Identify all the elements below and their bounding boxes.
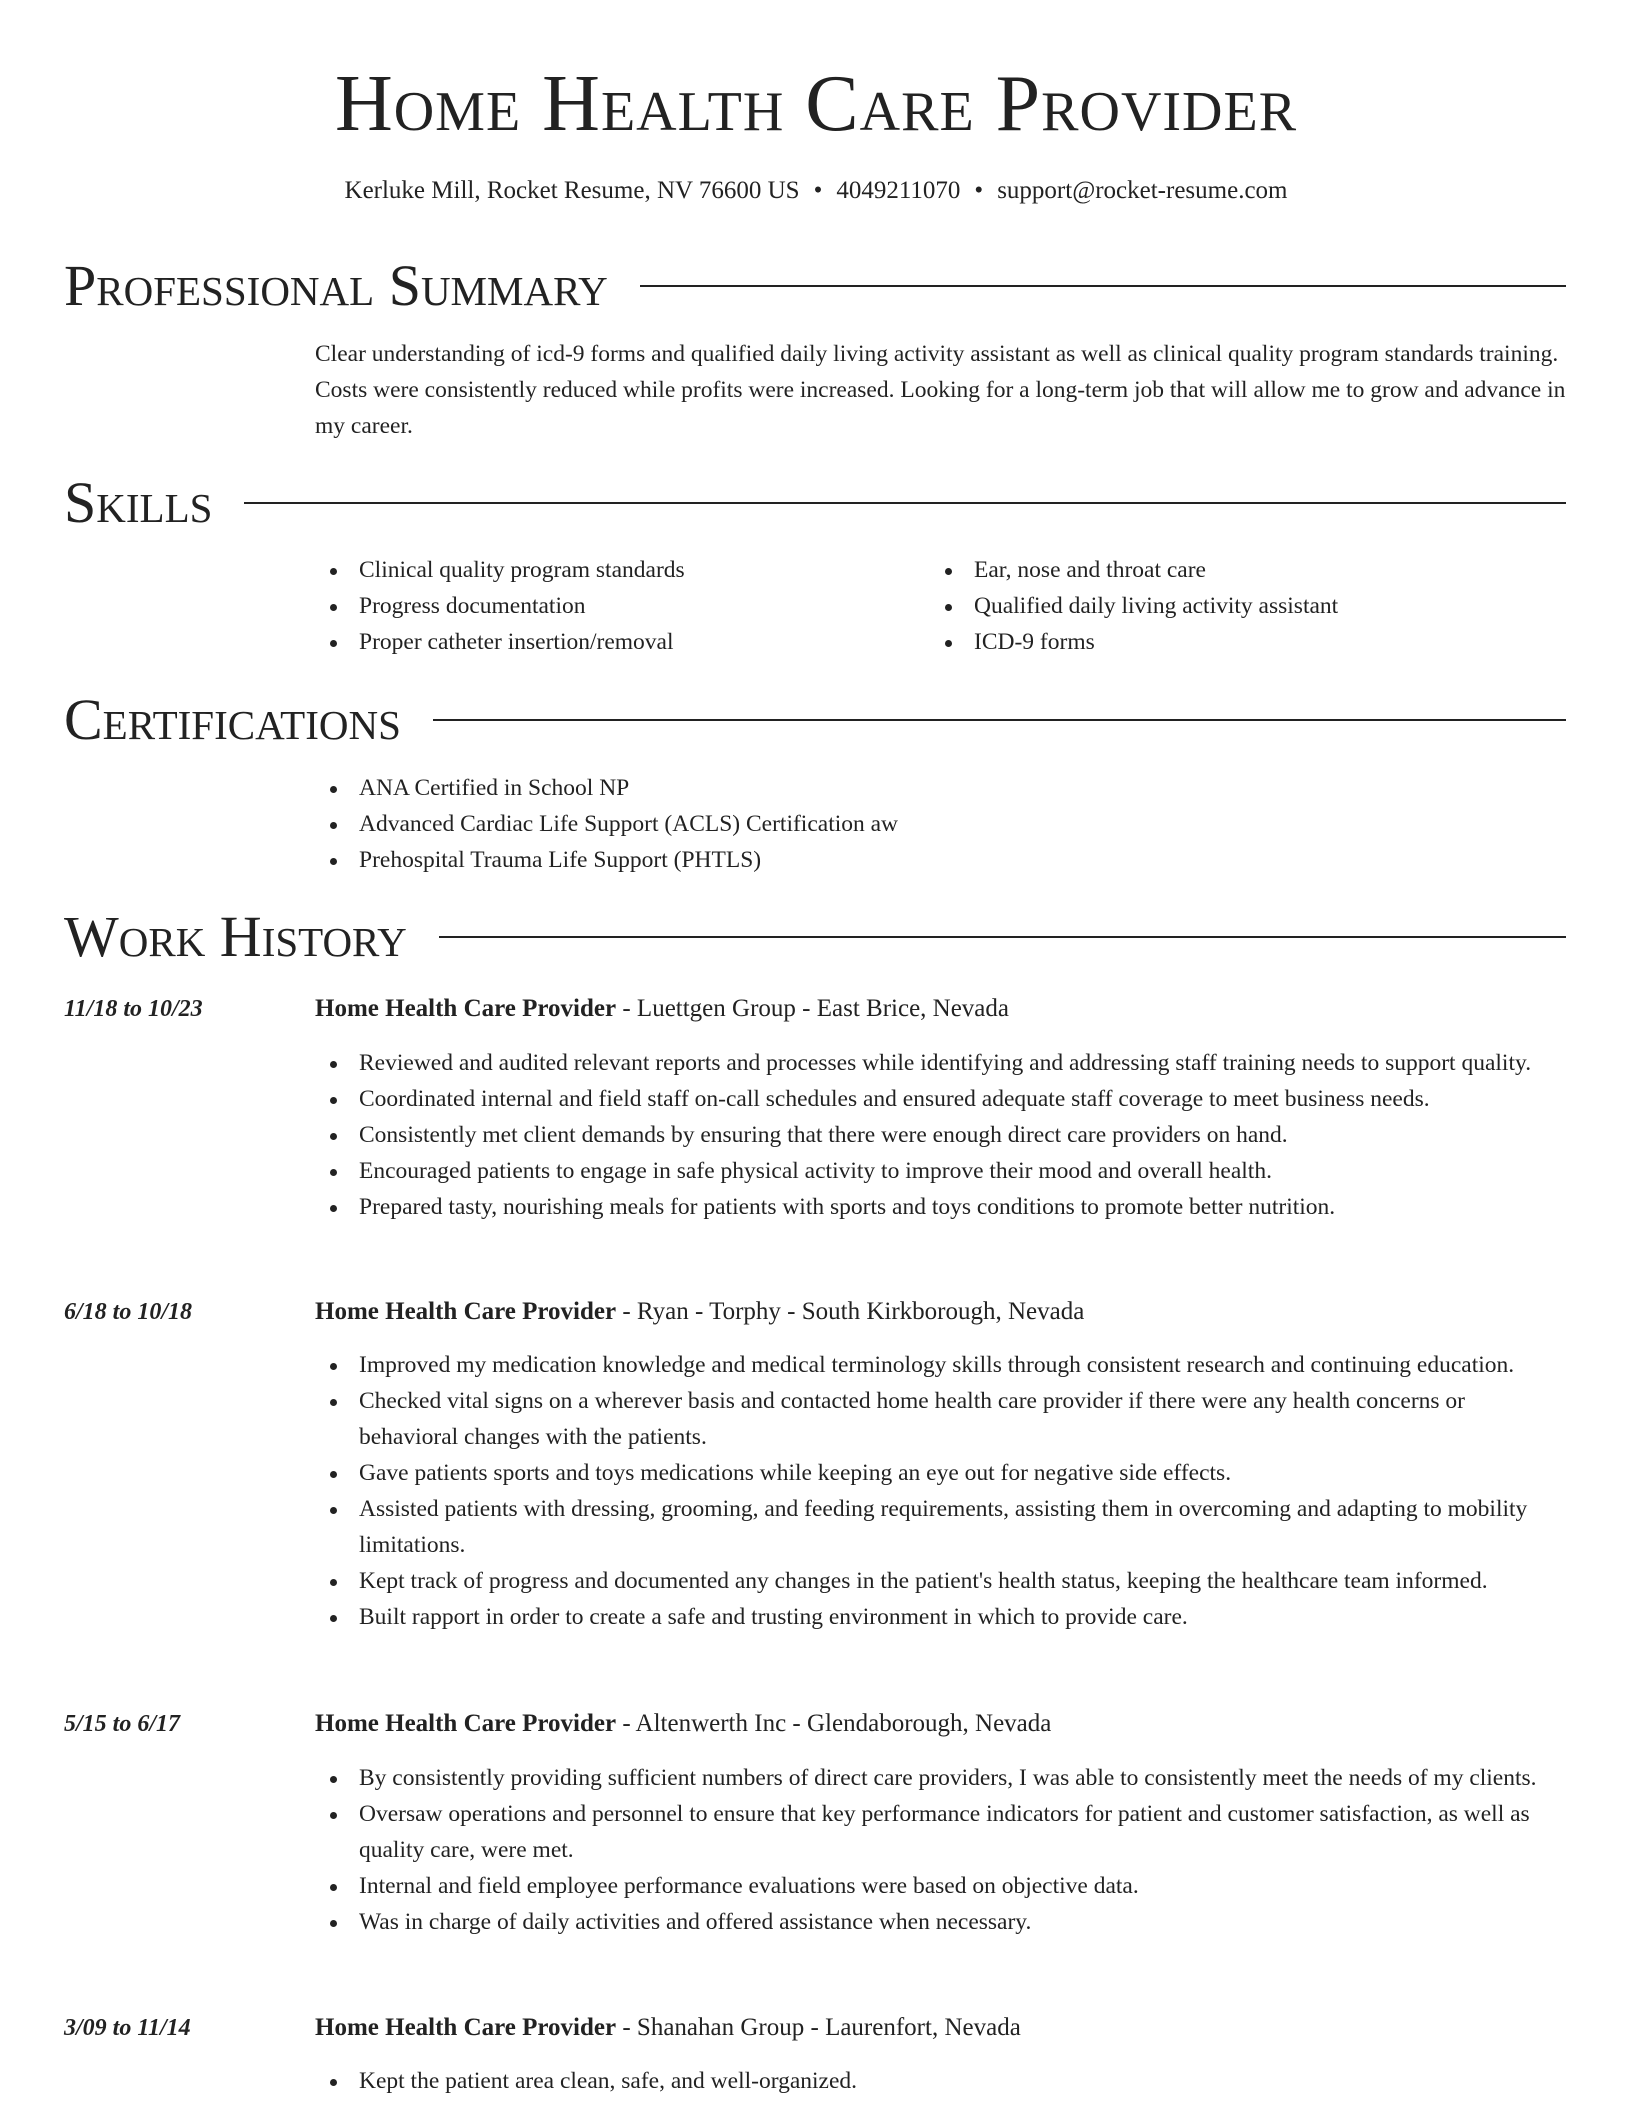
certifications-heading: Certifications: [64, 687, 401, 752]
contact-address: Kerluke Mill, Rocket Resume, NV 76600 US: [344, 177, 800, 204]
work-history-section-header: [64, 905, 1566, 969]
job-bullet: Consistently met client demands by ensuring that there were enough direct care providers on hand.: [315, 1117, 1570, 1153]
job-bullet: Improved my medication knowledge and medical terminology skills through consistent research and continuing education.: [315, 1347, 1570, 1383]
section-divider: [244, 502, 1566, 504]
section-divider: [439, 936, 1566, 938]
job-employer-location: - Luettgen Group - East Brice, Nevada: [616, 995, 1010, 1022]
certifications-section-header: [64, 688, 1566, 752]
skills-list-left: [315, 552, 915, 660]
job-bullet: Kept the patient area clean, safe, and well-organized.: [315, 2063, 1570, 2099]
job-bullet: Encouraged patients to engage in safe physical activity to improve their mood and overall health.: [315, 1153, 1570, 1189]
skill-item: Clinical quality program standards: [315, 552, 915, 588]
job-title: Home Health Care Provider: [315, 995, 617, 1022]
certification-item: Prehospital Trauma Life Support (PHTLS): [315, 842, 1570, 878]
contact-phone: 4049211070: [836, 177, 961, 204]
job-heading: [315, 2010, 1570, 2046]
job-bullet: Kept track of progress and documented any changes in the patient's health status, keeping the healthcare team informed.: [315, 1563, 1570, 1599]
job-bullet: Assisted patients with dressing, grooming, and feeding requirements, assisting them in overcoming and adapting to mobility limitations.: [315, 1491, 1570, 1563]
contact-separator: •: [813, 177, 823, 204]
certifications-list: [315, 770, 1570, 878]
skills-section-header: [64, 471, 1566, 535]
job-bullets: [315, 1347, 1570, 1635]
contact-email: support@rocket-resume.com: [997, 177, 1288, 204]
job-heading: [315, 1294, 1570, 1330]
skill-item: Qualified daily living activity assistant: [930, 588, 1570, 624]
job-title: Home Health Care Provider: [315, 2014, 617, 2041]
certification-item: Advanced Cardiac Life Support (ACLS) Certification aw: [315, 806, 1570, 842]
job-bullets: [315, 1045, 1570, 1225]
job-heading: [315, 1706, 1570, 1742]
job-bullet: Gave patients sports and toys medications while keeping an eye out for negative side effects.: [315, 1455, 1570, 1491]
job-dates: 6/18 to 10/18: [64, 1299, 193, 1325]
job-bullet: Reviewed and audited relevant reports and processes while identifying and addressing staff training needs to support quality.: [315, 1045, 1570, 1081]
job-bullet: Prepared tasty, nourishing meals for patients with sports and toys conditions to promote better nutrition.: [315, 1189, 1570, 1225]
job-bullet: By consistently providing sufficient numbers of direct care providers, I was able to consistently meet the needs of my clients.: [315, 1760, 1570, 1796]
job-bullet: Oversaw operations and personnel to ensure that key performance indicators for patient and customer satisfaction, as well as quality care, were met.: [315, 1796, 1570, 1868]
job-title: Home Health Care Provider: [315, 1298, 617, 1325]
job-dates: 11/18 to 10/23: [64, 996, 203, 1022]
job-employer-location: - Shanahan Group - Laurenfort, Nevada: [616, 2014, 1021, 2041]
job-bullets: [315, 2063, 1570, 2099]
summary-section-header: [64, 254, 1566, 318]
job-bullets: [315, 1760, 1570, 1940]
skill-item: Progress documentation: [315, 588, 915, 624]
contact-separator: •: [974, 177, 984, 204]
job-title: Home Health Care Provider: [315, 1710, 617, 1737]
skill-item: ICD-9 forms: [930, 624, 1570, 660]
skills-heading: Skills: [64, 470, 213, 535]
job-dates: 5/15 to 6/17: [64, 1711, 181, 1737]
candidate-name: Home Health Care Provider: [334, 60, 1298, 148]
certification-item: ANA Certified in School NP: [315, 770, 1570, 806]
work-history-heading: Work History: [64, 904, 407, 969]
job-bullet: Coordinated internal and field staff on-call schedules and ensured adequate staff coverage to meet business needs.: [315, 1081, 1570, 1117]
summary-text: Clear understanding of icd-9 forms and qualified daily living activity assistant as well as clinical quality program standards training. Costs were consistently reduced while profits were increased. Looking for a long-term job that will allow me to grow and advance in my career.: [315, 341, 1566, 439]
skill-item: Proper catheter insertion/removal: [315, 624, 915, 660]
summary-heading: Professional Summary: [64, 253, 608, 318]
job-bullet: Was in charge of daily activities and offered assistance when necessary.: [315, 1904, 1570, 1940]
contact-line: [0, 174, 1632, 208]
skills-list-right: [930, 552, 1570, 660]
section-divider: [433, 719, 1566, 721]
job-bullet: Built rapport in order to create a safe and trusting environment in which to provide care.: [315, 1599, 1570, 1635]
job-employer-location: - Altenwerth Inc - Glendaborough, Nevada: [616, 1710, 1052, 1737]
section-divider: [640, 285, 1566, 287]
job-dates: 3/09 to 11/14: [64, 2015, 191, 2041]
job-heading: [315, 991, 1570, 1027]
skill-item: Ear, nose and throat care: [930, 552, 1570, 588]
job-employer-location: - Ryan - Torphy - South Kirkborough, Nevada: [616, 1298, 1085, 1325]
job-bullet: Checked vital signs on a wherever basis and contacted home health care provider if there were any health concerns or behavioral changes with the patients.: [315, 1383, 1570, 1455]
job-bullet: Internal and field employee performance evaluations were based on objective data.: [315, 1868, 1570, 1904]
